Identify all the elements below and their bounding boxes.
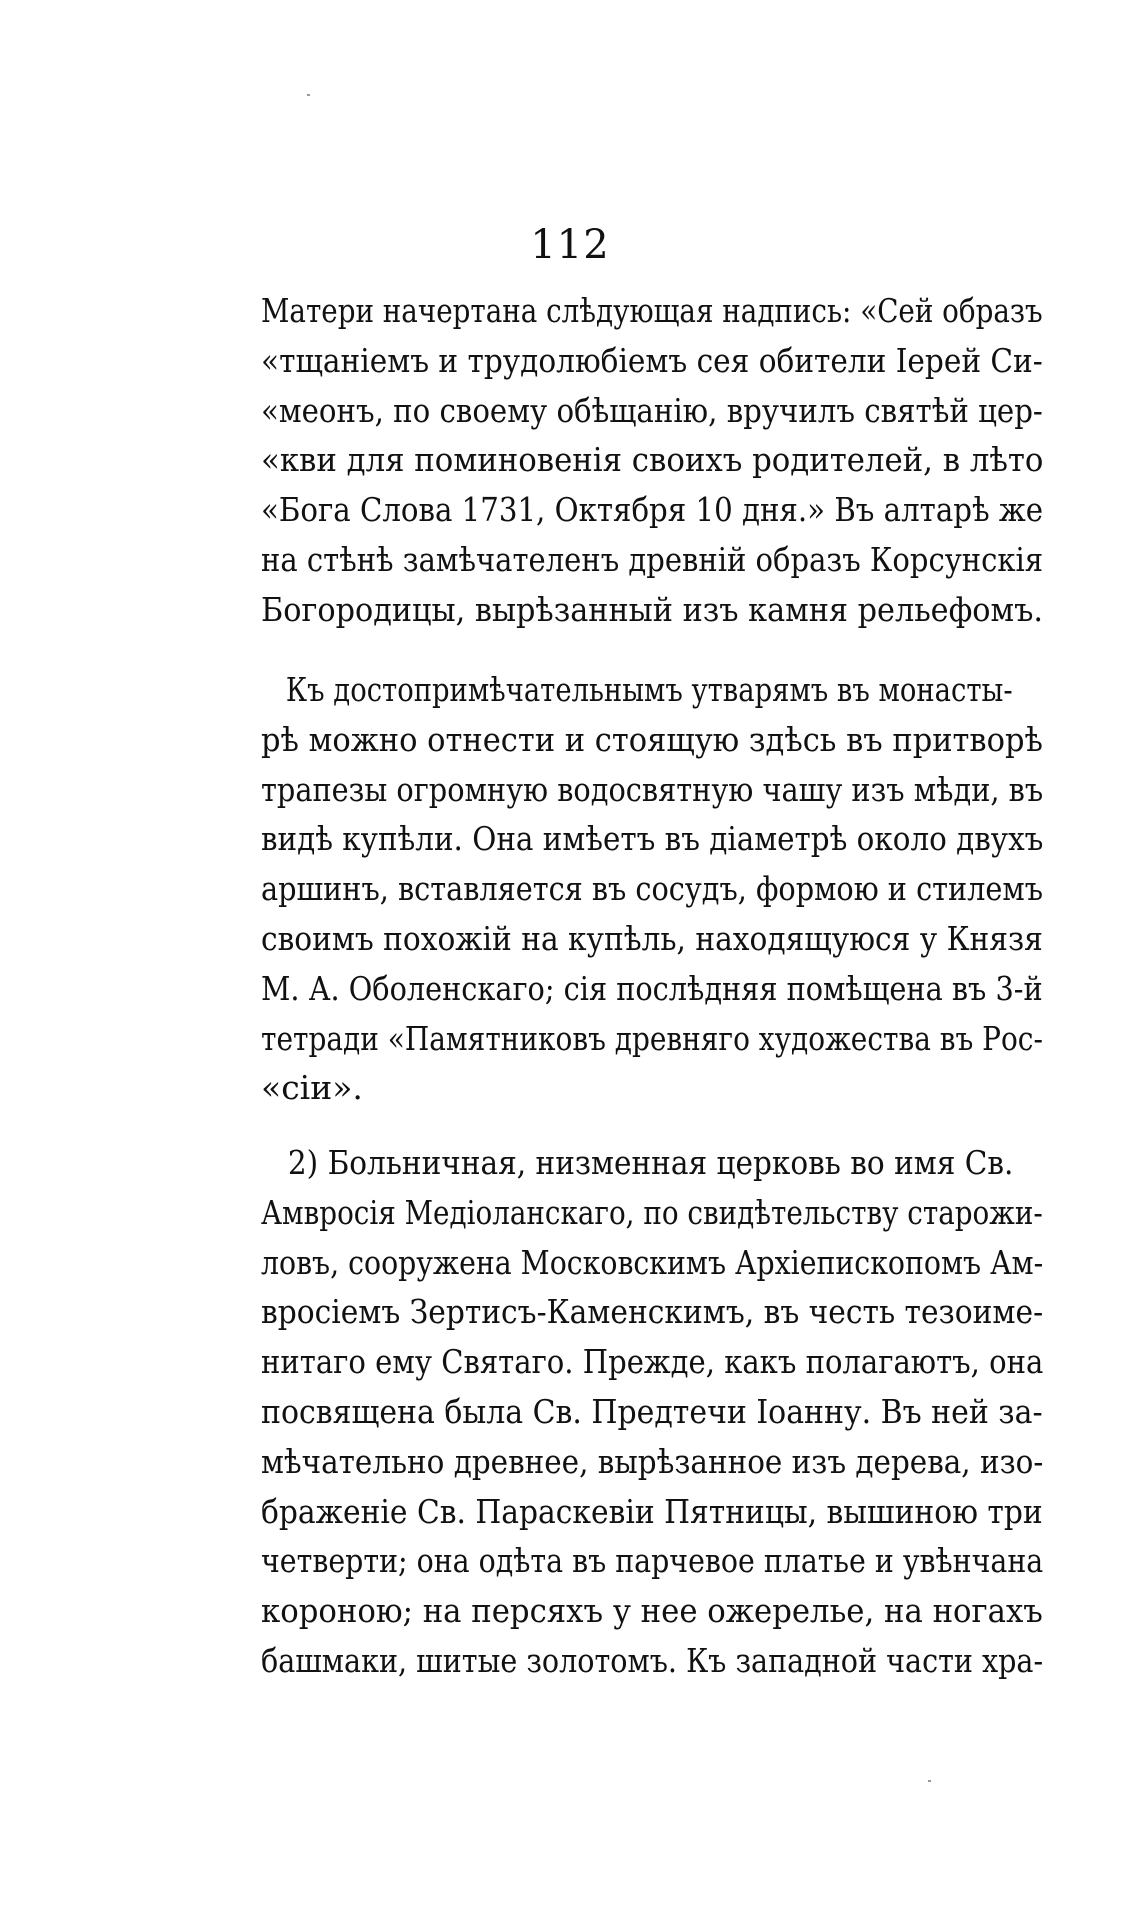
text-line: Богородицы, вырѣзанный изъ камня рельефомъ. [261, 589, 1044, 629]
text-line: ловъ, сооружена Московскимъ Архіепископомъ Ам- [261, 1242, 1044, 1282]
scan-speck [928, 1780, 931, 1782]
text-line: четверти; она одѣта въ парчевое платье и увѣнчана [261, 1541, 1044, 1581]
text-line: тетради «Памятниковъ древняго художества въ Рос- [261, 1018, 1043, 1058]
paragraph-3 [261, 1138, 1043, 1686]
text-line: видѣ купѣли. Она имѣетъ въ діаметрѣ около двухъ [261, 819, 1044, 859]
paragraph-1 [261, 286, 1043, 635]
text-line: Амвросія Медіоланскаго, по свидѣтельству старожи- [261, 1192, 1043, 1232]
text-line: башмаки, шитые золотомъ. Къ западной части хра- [261, 1640, 1044, 1680]
text-line: своимъ похожій на купѣль, находящуюся у Князя [261, 918, 1043, 958]
text-line: браженіе Св. Параскевіи Пятницы, вышиною три [261, 1491, 1043, 1531]
text-line: трапезы огромную водосвятную чашу изъ мѣди, въ [261, 769, 1044, 809]
text-line: «Бога Слова 1731, Октября 10 дня.» Въ алтарѣ же [261, 490, 1044, 530]
text-line: нитаго ему Святаго. Прежде, какъ полагаютъ, она [261, 1342, 1044, 1382]
text-line: короною; на персяхъ у нее ожерелье, на ногахъ [261, 1591, 1043, 1631]
scan-speck [307, 94, 310, 96]
text-line: Къ достопримѣчательнымъ утварямъ въ монасты- [285, 670, 1013, 709]
text-line: рѣ можно отнести и стоящую здѣсь въ притворѣ [261, 719, 1043, 759]
text-line: 2) Больничная, низменная церковь во имя Св. [287, 1143, 1014, 1182]
text-line: «меонъ, по своему обѣщанію, вручилъ святѣй цер- [261, 390, 1043, 430]
text-line: мѣчательно древнее, вырѣзанное изъ дерева, изо- [261, 1441, 1044, 1481]
text-line: Матери начертана слѣдующая надпись: «Сей образъ [261, 291, 1043, 330]
text-line: «сіи». [261, 1068, 363, 1108]
text-line: вросіемъ Зертисъ-Каменскимъ, въ честь тезоиме- [261, 1292, 1044, 1332]
text-line: «кви для поминовенія своихъ родителей, в лѣто [261, 440, 1044, 480]
text-line: М. А. Оболенскаго; сія послѣдняя помѣщена въ 3-й [261, 968, 1043, 1008]
text-line: на стѣнѣ замѣчателенъ древній образъ Корсунскія [261, 539, 1044, 579]
text-line: посвящена была Св. Предтечи Іоанну. Въ ней за- [261, 1391, 1043, 1431]
paragraph-2 [261, 665, 1043, 1113]
text-line: аршинъ, вставляется въ сосудъ, формою и стилемъ [261, 869, 1043, 909]
page-number: 112 [530, 222, 610, 268]
text-line: «тщаніемъ и трудолюбіемъ сея обители Іерей Си- [261, 340, 1043, 380]
